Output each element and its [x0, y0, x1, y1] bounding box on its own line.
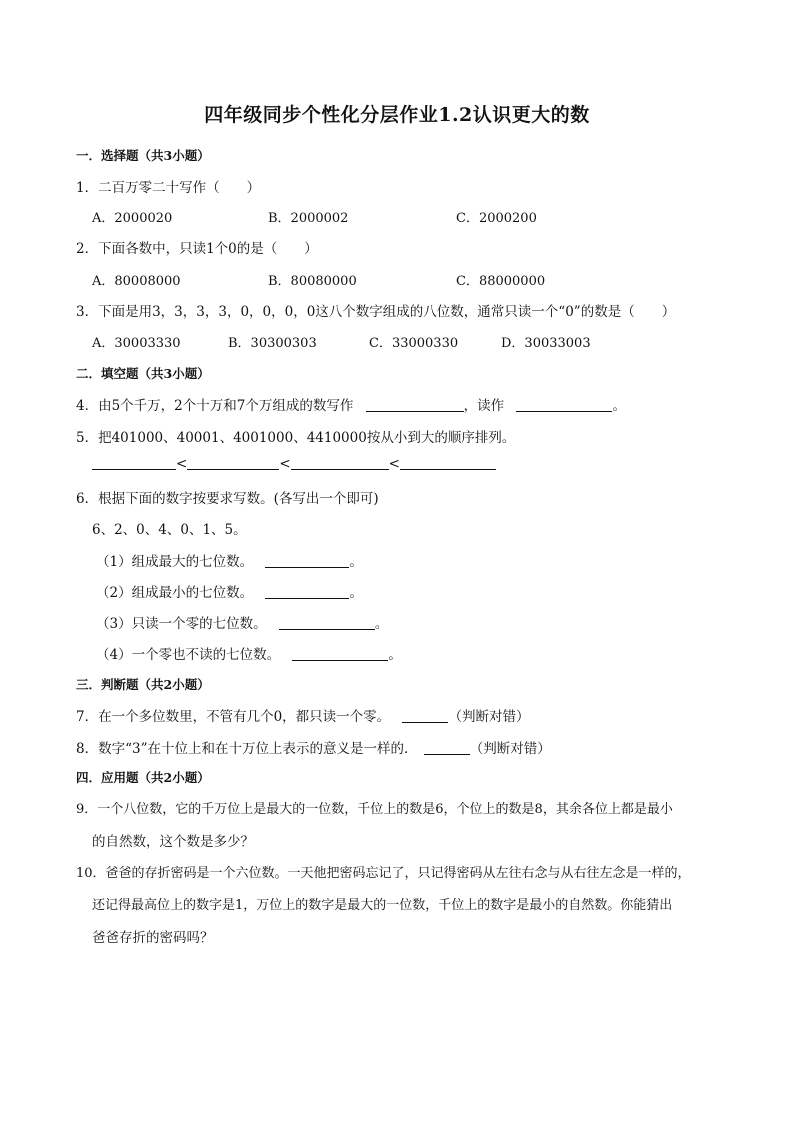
less-than-sign: <: [176, 456, 188, 472]
question-4-part1: 4．由5个千万，2个十万和7个万组成的数写作: [76, 398, 354, 414]
question-6-sub-3-text: （3）只读一个零的七位数。: [96, 616, 267, 632]
question-4-part2: ，读作: [463, 398, 505, 414]
question-6-sub-1: [96, 550, 363, 570]
section-heading-application: 四．应用题（共2小题）: [76, 770, 210, 785]
question-3-option-d: D．30033003: [501, 336, 591, 351]
question-3-stem: 3．下面是用3，3，3，3，0，0，0，0这八个数字组成的八位数，通常只读一个“0”的数是（ ）: [76, 304, 676, 320]
question-10-line-3: 爸爸存折的密码吗？: [92, 930, 214, 946]
question-4-part3: 。: [612, 398, 626, 414]
question-5-blank-1[interactable]: [92, 468, 176, 470]
question-1-option-b: B．2000002: [268, 211, 349, 226]
question-9-line-1: 9．一个八位数，它的千万位上是最大的一位数，千位上的数是6，个位上的数是8，其余各位上都是最小: [76, 802, 673, 817]
question-6-sub-1-text: （1）组成最大的七位数。: [96, 554, 254, 570]
question-1-option-c: C．2000200: [456, 211, 537, 226]
question-10-line-1: 10．爸爸的存折密码是一个六位数。一天他把密码忘记了，只记得密码从左往右念与从右往左念是一样的，: [76, 866, 691, 881]
question-6-blank-3[interactable]: [279, 628, 375, 630]
question-10-line-2: 还记得最高位上的数字是1，万位上的数字是最大的一位数，千位上的数字是最小的自然数。你能猜出: [92, 898, 673, 913]
less-than-sign: <: [388, 456, 400, 472]
question-6-sub-2: [96, 581, 363, 601]
question-7-stem: 7．在一个多位数里，不管有几个0，都只读一个零。: [76, 709, 391, 725]
question-2-option-c: C．88000000: [456, 274, 546, 289]
section-heading-judge: 三．判断题（共2小题）: [76, 677, 210, 692]
question-4-blank-written[interactable]: [366, 410, 464, 412]
question-8-blank[interactable]: [424, 753, 470, 755]
question-6-sub-2-text: （2）组成最小的七位数。: [96, 585, 254, 601]
question-2-stem: 2．下面各数中，只读1个0的是（ ）: [76, 241, 318, 257]
question-2-option-b: B．80080000: [268, 274, 357, 289]
question-4-blank-read[interactable]: [516, 410, 612, 412]
period: 。: [388, 647, 402, 663]
question-3-option-b: B．30300303: [228, 336, 317, 351]
question-6-blank-4[interactable]: [292, 659, 388, 661]
question-6-sub-4: [96, 643, 402, 663]
question-6-digits: 6、2、0、4、0、1、5。: [92, 522, 247, 538]
question-5-blank-3[interactable]: [291, 468, 389, 470]
question-9-line-2: 的自然数，这个数是多少？: [92, 834, 254, 850]
question-5-order-line: [92, 456, 496, 472]
question-3-option-c: C．33000330: [369, 336, 459, 351]
section-heading-choice: 一．选择题（共3小题）: [76, 148, 210, 163]
less-than-sign: <: [279, 456, 291, 472]
question-4: [76, 394, 626, 414]
question-6-stem: 6．根据下面的数字按要求写数。(各写出一个即可): [76, 491, 379, 507]
question-8-stem: 8．数字“3”在十位上和在十万位上表示的意义是一样的．: [76, 741, 418, 757]
question-8-tail: （判断对错）: [469, 741, 551, 757]
question-7: [76, 705, 529, 725]
period: 。: [349, 554, 363, 570]
question-5-blank-2[interactable]: [187, 468, 279, 470]
section-heading-fill: 二．填空题（共3小题）: [76, 366, 210, 381]
worksheet-title: 四年级同步个性化分层作业1.2认识更大的数: [204, 104, 590, 126]
question-1-option-a: A．2000020: [92, 211, 173, 226]
question-5-blank-4[interactable]: [400, 468, 496, 470]
period: 。: [349, 585, 363, 601]
question-6-sub-4-text: （4）一个零也不读的七位数。: [96, 647, 281, 663]
question-6-sub-3: [96, 612, 388, 632]
question-6-blank-1[interactable]: [265, 566, 349, 568]
question-2-option-a: A．80008000: [92, 274, 181, 289]
question-8: [76, 737, 551, 757]
question-5-stem: 5．把401000、40001、4001000、4410000按从小到大的顺序排列。: [76, 430, 516, 446]
question-7-blank[interactable]: [402, 721, 448, 723]
period: 。: [374, 616, 389, 632]
question-7-tail: （判断对错）: [448, 709, 530, 725]
question-6-blank-2[interactable]: [265, 597, 349, 599]
question-3-option-a: A．30003330: [92, 336, 181, 351]
question-1-stem: 1．二百万零二十写作（ ）: [76, 180, 261, 196]
